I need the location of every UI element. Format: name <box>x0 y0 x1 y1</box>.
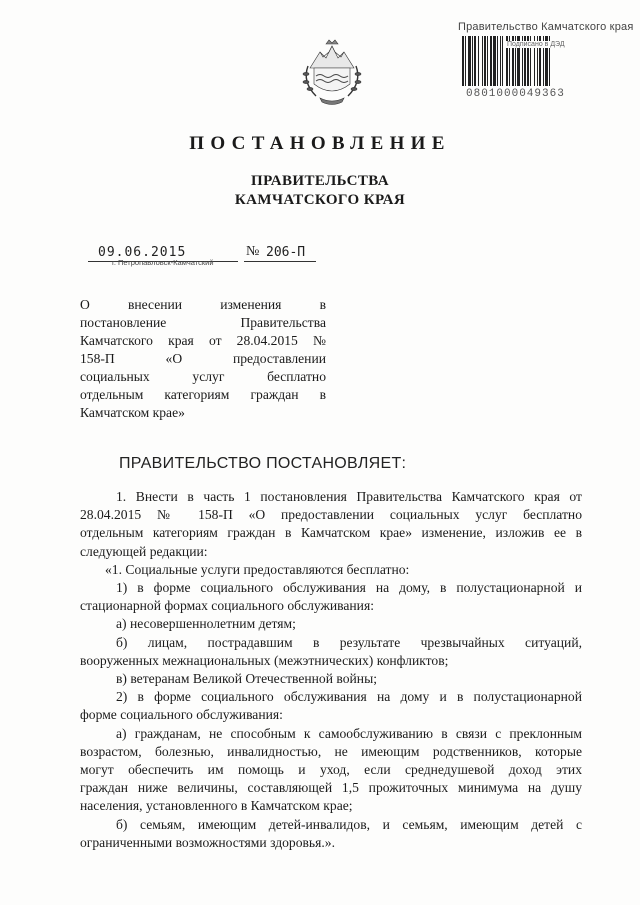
body-line: граждан ниже величины, составляющей 1,5 прожиточных минимума на душу <box>80 780 582 796</box>
subject-line: 158-П «О предоставлении <box>80 351 326 366</box>
subject-line: Камчатском крае» <box>80 405 185 420</box>
document-date: 09.06.2015 <box>98 245 187 260</box>
city-label: г. Петропавловск-Камчатский <box>112 258 214 267</box>
body-line: 2) в форме социального обслуживания на дому и в полустационарной <box>116 689 582 705</box>
body-line: могут обеспечить им помощь и уход, если среднедушевой доход этих <box>80 762 582 778</box>
registry-sub-label: Подписано в ДЭД <box>507 41 565 48</box>
body-line: следующей редакции: <box>80 543 208 559</box>
number-sign: № <box>246 244 260 259</box>
body-line: а) гражданам, не способным к самообслуживанию в связи с преклонным <box>116 725 582 741</box>
subject-line: постановление Правительства <box>80 315 326 330</box>
subject-line: социальных услуг бесплатно <box>80 369 326 384</box>
number-underline <box>244 261 316 262</box>
decree-heading: ПРАВИТЕЛЬСТВО ПОСТАНОВЛЯЕТ: <box>119 455 407 472</box>
body-line: в) ветеранам Великой Отечественной войны; <box>116 671 377 687</box>
body-line: 1. Внести в часть 1 постановления Правительства Камчатского края от <box>116 489 582 504</box>
body-line: стационарной формах социального обслуживания: <box>80 598 374 614</box>
body-line: ограниченными возможностями здоровья.». <box>80 834 335 850</box>
body-line: возрастом, болезнью, инвалидностью, не имеющим родственников, которые <box>80 743 582 759</box>
body-line: «1. Социальные услуги предоставляются бесплатно: <box>105 561 410 577</box>
body-line: отдельным категориям граждан в Камчатском крае» изменение, изложив ее в <box>80 525 582 541</box>
body-line: форме социального обслуживания: <box>80 707 283 723</box>
emblem-icon <box>296 38 368 108</box>
body-line: а) несовершеннолетним детям; <box>116 616 296 632</box>
document-subject <box>80 296 326 422</box>
document-body <box>80 488 582 852</box>
subject-line: Камчатского края от 28.04.2015 № <box>80 333 326 348</box>
body-line: 1) в форме социального обслуживания на дому, в полустационарной и <box>116 580 582 596</box>
government-line-1: ПРАВИТЕЛЬСТВА <box>251 173 389 189</box>
body-line: б) семьям, имеющим детей-инвалидов, и семьям, имеющим детей с <box>116 816 582 832</box>
subject-line: О внесении изменения в <box>80 297 326 312</box>
body-line: населения, установленного в Камчатском крае; <box>80 798 353 814</box>
subject-line: отдельным категориям граждан в <box>80 387 326 402</box>
document-title: ПОСТАНОВЛЕНИЕ <box>189 133 451 154</box>
government-line-2: КАМЧАТСКОГО КРАЯ <box>234 192 406 208</box>
body-line: б) лицам, пострадавшим в результате чрезвычайных ситуаций, <box>116 634 582 650</box>
body-line: 28.04.2015 № 158-П «О предоставлении социальных услуг бесплатно <box>80 507 582 523</box>
barcode-number: 0801000049363 <box>466 88 565 100</box>
body-line: вооруженных межнациональных (межэтнических) конфликтов; <box>80 652 449 668</box>
registry-label: Правительство Камчатского края <box>458 21 634 33</box>
document-number: 206-П <box>266 245 306 260</box>
